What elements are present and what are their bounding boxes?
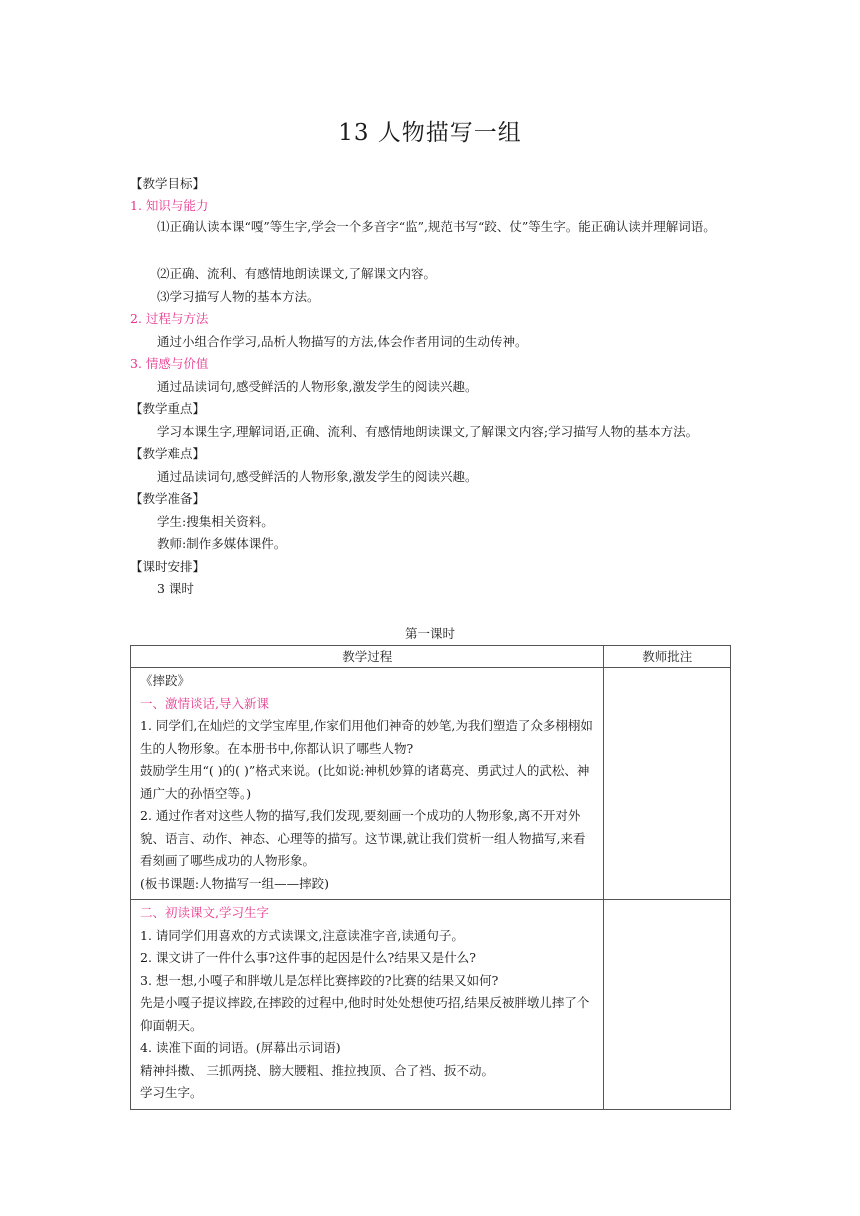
knowledge-heading: 1. 知识与能力: [130, 198, 209, 213]
paragraph: (板书课题:人物描写一组——摔跤): [140, 875, 329, 891]
section-heading-1: 一、激情谈话,导入新课: [140, 695, 269, 711]
emotion-text: 通过品读词句,感受鲜活的人物形象,激发学生的阅读兴趣。: [157, 379, 478, 394]
paragraph: 精神抖擞、 三抓两挠、膀大腰粗、推拉拽顶、合了裆、扳不动。: [140, 1062, 494, 1078]
preparation-header: 【教学准备】: [130, 491, 206, 506]
paragraph: 学习生字。: [140, 1085, 203, 1100]
preparation-teacher: 教师:制作多媒体课件。: [157, 536, 287, 551]
paragraph: 2. 课文讲了一件什么事?这件事的起因是什么?结果又是什么?: [140, 950, 477, 965]
key-points-header: 【教学重点】: [130, 401, 206, 416]
paragraph: 1. 同学们,在灿烂的文学宝库里,作家们用他们神奇的妙笔,为我们塑造了众多栩栩如生的人物形象。在本册书中,你都认识了哪些人物?: [140, 718, 593, 756]
paragraph: 3. 想一想,小嘎子和胖墩儿是怎样比赛摔跤的?比赛的结果又如何?: [140, 972, 499, 988]
process-text: 通过小组合作学习,品析人物描写的方法,体会作者用词的生动传神。: [157, 334, 528, 349]
paragraph: 4. 读准下面的词语。(屏幕出示词语): [140, 1040, 341, 1055]
lesson-caption: 第一课时: [404, 626, 455, 641]
schedule-header: 【课时安排】: [130, 559, 206, 574]
lesson-table: [130, 645, 731, 1110]
schedule-text: 3 课时: [157, 581, 194, 596]
column-header-process: 教学过程: [131, 646, 604, 668]
table-header-row: [131, 646, 731, 668]
section-heading-2: 二、初读课文,学习生字: [140, 905, 269, 920]
process-heading: 2. 过程与方法: [130, 311, 209, 326]
objectives-header: 【教学目标】: [130, 176, 206, 191]
difficulties-text: 通过品读词句,感受鲜活的人物形象,激发学生的阅读兴趣。: [157, 469, 478, 484]
notes-cell: [604, 668, 731, 900]
objective-item-3: ⑶学习描写人物的基本方法。: [157, 289, 320, 304]
emotion-heading: 3. 情感与价值: [130, 356, 209, 371]
key-points-text: 学习本课生字,理解词语,正确、流利、有感情地朗读课文,了解课文内容;学习描写人物的基本方法。: [157, 424, 699, 439]
paragraph: 先是小嘎子提议摔跤,在摔跤的过程中,他时时处处想使巧招,结果反被胖墩儿摔了个仰面朝天。: [140, 995, 590, 1033]
paragraph: 1. 请同学们用喜欢的方式读课文,注意读准字音,读通句子。: [140, 927, 464, 943]
table-row: [131, 668, 731, 900]
difficulties-header: 【教学难点】: [130, 446, 206, 461]
objective-item-2: ⑵正确、流利、有感情地朗读课文,了解课文内容。: [157, 266, 436, 281]
page-title: 13 人物描写一组: [338, 120, 522, 146]
table-row: [131, 900, 731, 1110]
notes-cell: [604, 900, 731, 1110]
column-header-notes: 教师批注: [604, 646, 731, 668]
objective-item-1: ⑴正确认读本课“嘎”等生字,学会一个多音字“监”,规范书写“跤、仗”等生字。能正确认读并理解词语。: [157, 219, 716, 234]
paragraph: 鼓励学生用“( )的( )”格式来说。(比如说:神机妙算的诸葛亮、勇武过人的武松、神通广大的孙悟空等。): [140, 763, 590, 801]
paragraph: 2. 通过作者对这些人物的描写,我们发现,要刻画一个成功的人物形象,离不开对外貌、语言、动作、神态、心理等的描写。这节课,就让我们赏析一组人物描写,来看看刻画了哪些成功的人物形象。: [140, 808, 586, 868]
lesson-subtitle: 《摔跤》: [140, 673, 191, 688]
preparation-student: 学生:搜集相关资料。: [157, 514, 274, 529]
